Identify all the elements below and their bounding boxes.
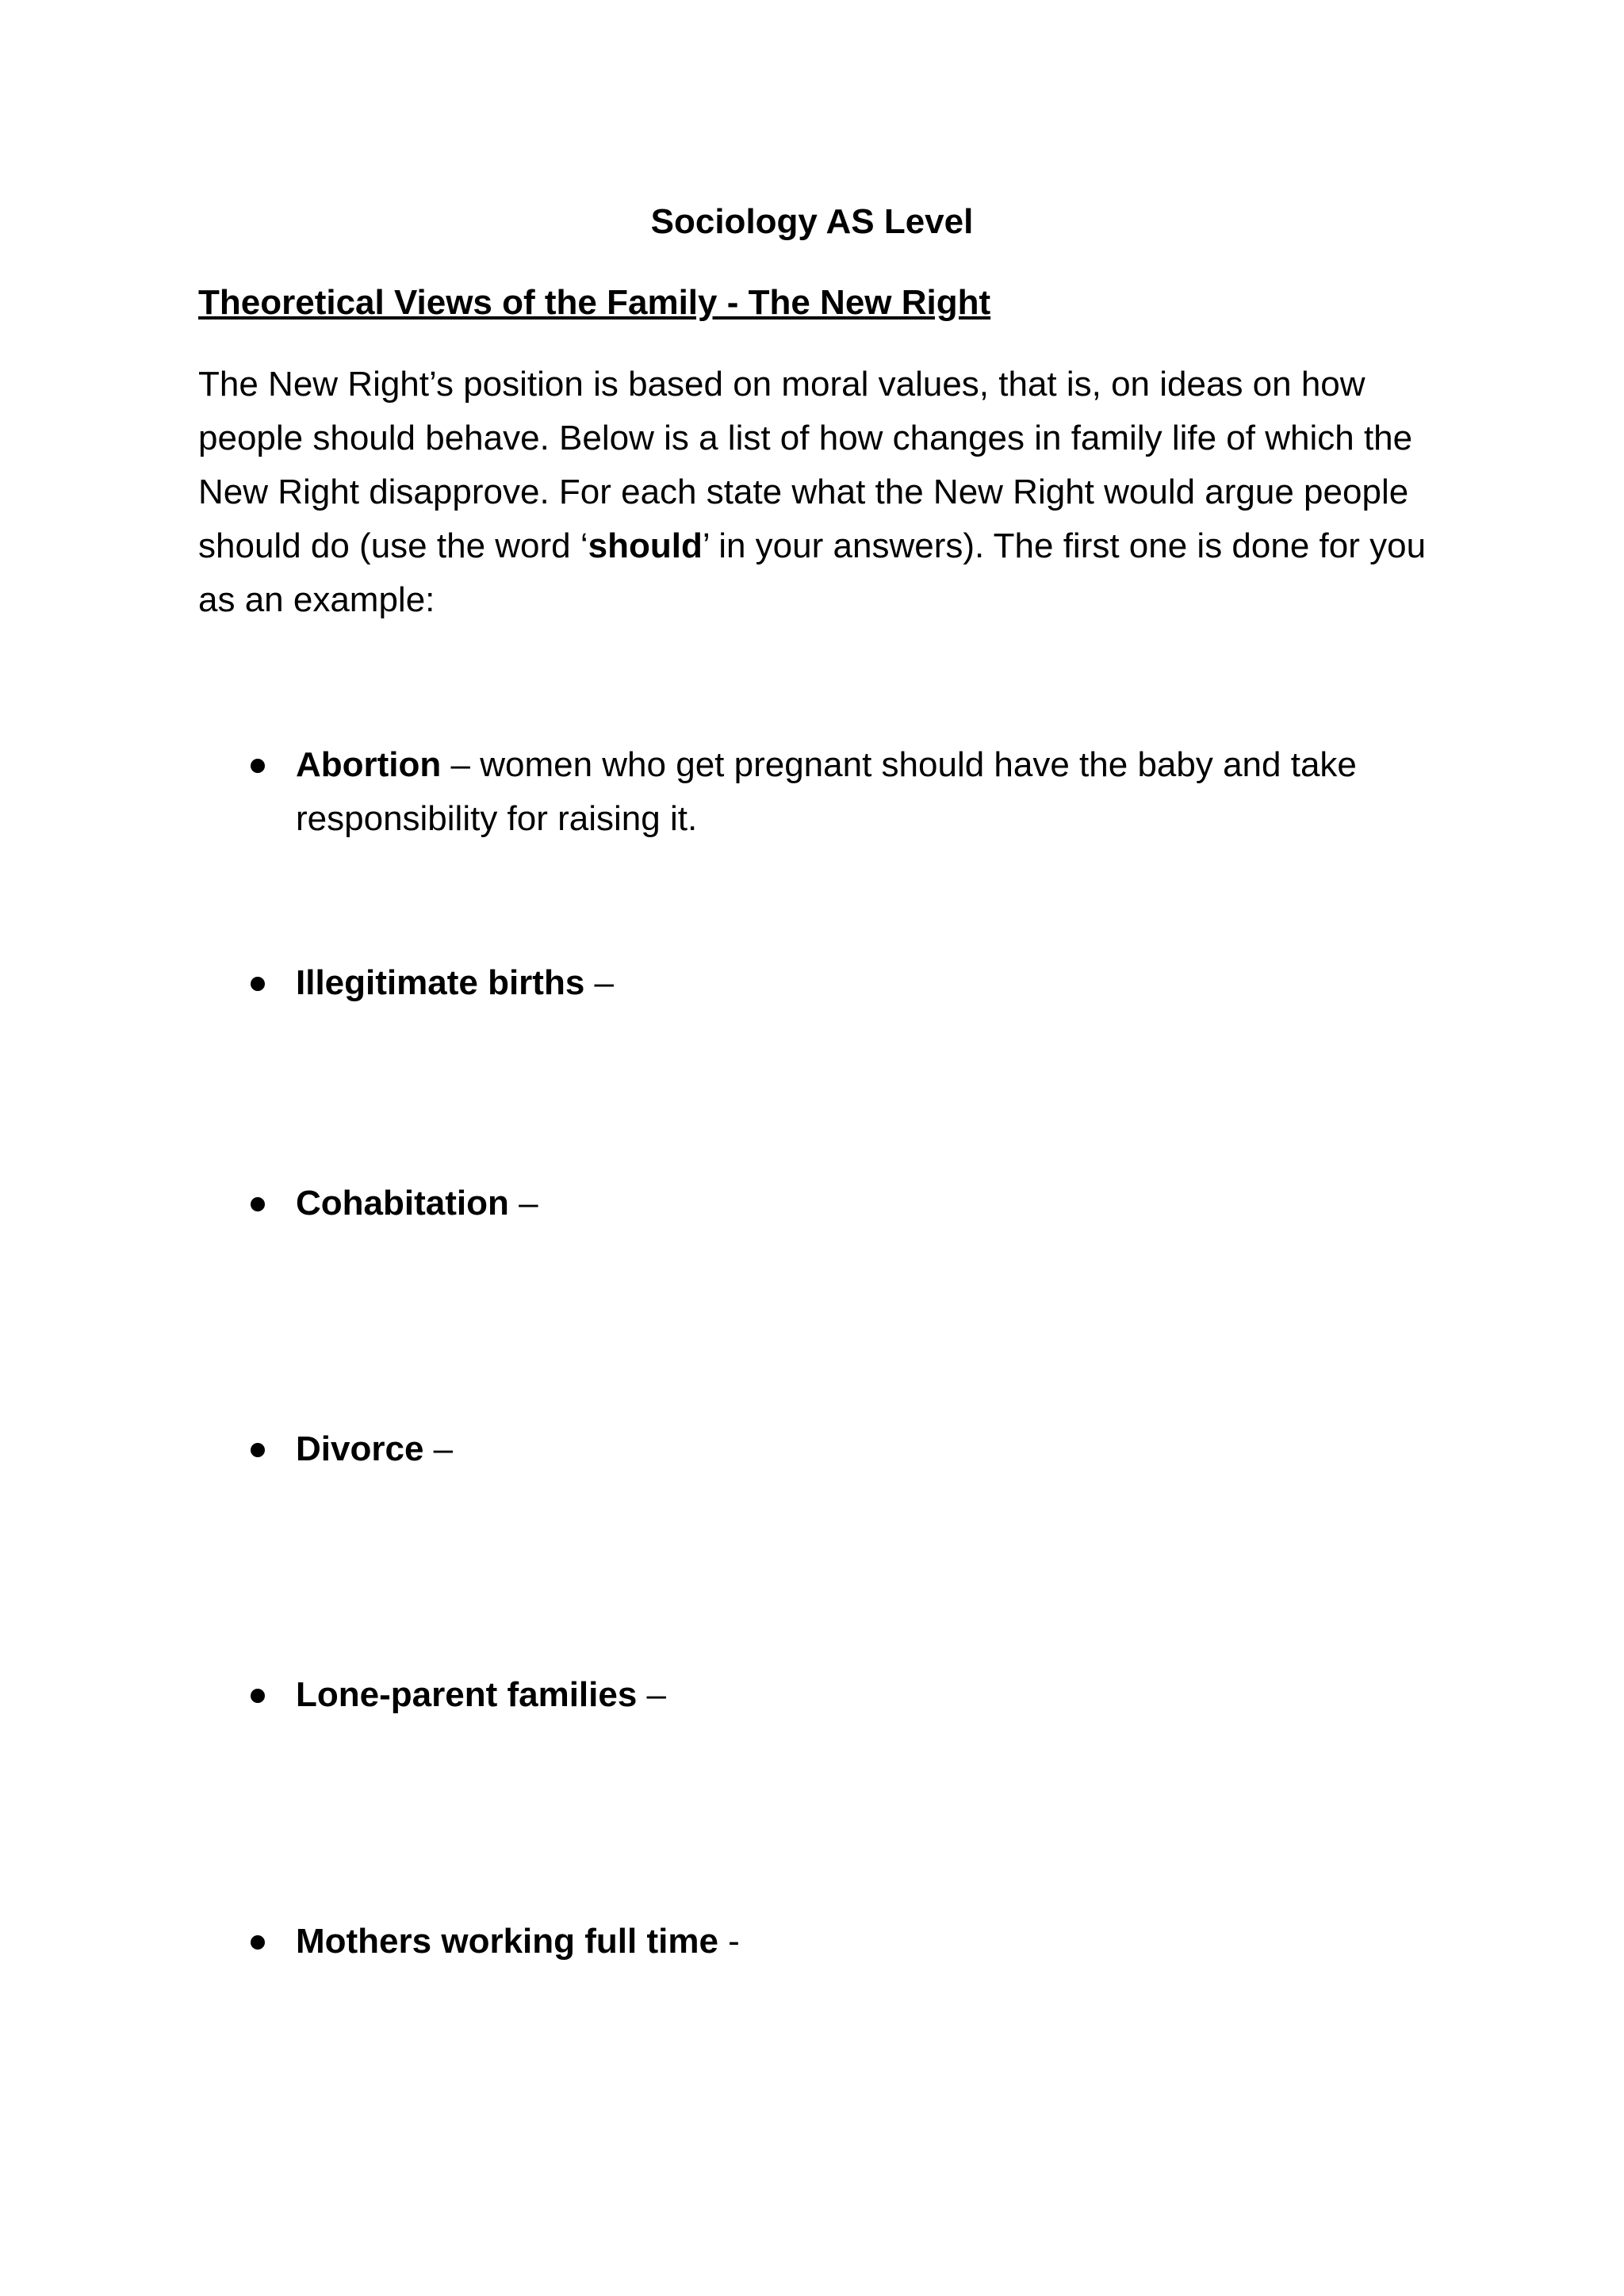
intro-paragraph	[198, 358, 1467, 627]
list-item-text: –	[637, 1675, 667, 1714]
list-item-term: Mothers working full time	[296, 1922, 718, 1961]
list-item-lone-parent-families	[296, 1668, 1454, 1722]
list-item-text: – women who get pregnant should have the baby and take responsibility for raising it.	[296, 745, 1357, 838]
list-item-term: Divorce	[296, 1429, 424, 1468]
list-item-cohabitation	[296, 1177, 1454, 1230]
list-item-term: Illegitimate births	[296, 963, 585, 1002]
list-item-term: Lone-parent families	[296, 1675, 638, 1714]
list-item-text: –	[508, 1184, 538, 1223]
list-item-text: –	[423, 1429, 454, 1468]
intro-text-part2: ’ in your answers). The first one is done for you as an example:	[198, 526, 1427, 619]
list-item-divorce	[296, 1422, 1454, 1476]
list-item-term: Abortion	[296, 745, 442, 784]
list-item-text: –	[584, 963, 614, 1002]
list-item-illegitimate-births	[296, 956, 1454, 1010]
section-heading: Theoretical Views of the Family - The New Right	[198, 283, 991, 322]
intro-text-part1: The New Right’s position is based on moral values, that is, on ideas on how people should behave. Below is a list of how changes in family life of which the New Right disapprove. For each state what the New Right would argue people should do (use the word ‘	[198, 365, 1413, 565]
list-item-text: -	[718, 1922, 740, 1961]
intro-emphasis: should	[588, 526, 703, 565]
page-title: Sociology AS Level	[650, 202, 974, 241]
list-item-abortion	[296, 738, 1454, 846]
list-item-term: Cohabitation	[296, 1184, 509, 1223]
list-item-mothers-working-full-time	[296, 1915, 1454, 1969]
